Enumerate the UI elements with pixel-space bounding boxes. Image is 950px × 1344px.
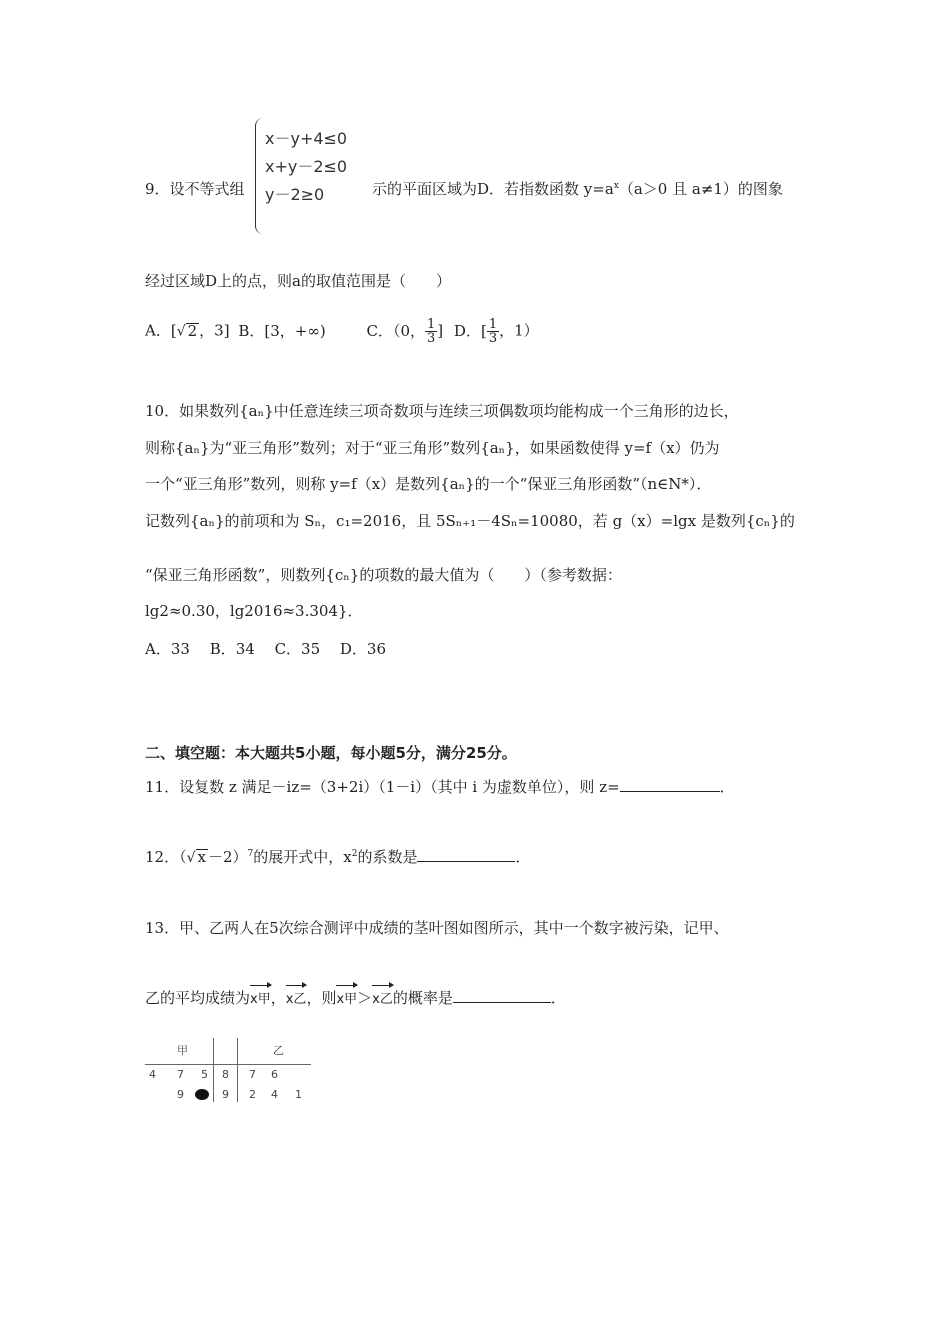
plot-stem-rule-right (237, 1038, 238, 1102)
mean-jia-vector-2: x甲 (336, 984, 357, 1007)
mean-yi-vector: x乙 (286, 984, 307, 1007)
q10-line1: 10．如果数列{aₙ}中任意连续三项奇数项与连续三项偶数项均能构成一个三角形的边长， (145, 402, 739, 420)
q11: 11．设复数 z 满足－iz=（3+2i）（1－i）（其中 i 为虚数单位），则 z= ． (145, 778, 735, 796)
section-title: 二、填空题：本大题共5小题，每小题5分，满分25分。 (145, 744, 517, 762)
option-b: B．[3，+∞) (238, 321, 326, 340)
leaf: 6 (271, 1068, 278, 1081)
stem-value: 9 (222, 1088, 229, 1101)
leaf: 7 (249, 1068, 256, 1081)
mean-jia-vector: x甲 (250, 984, 271, 1007)
plot-header-rule (145, 1064, 311, 1065)
leaf: 4 (149, 1068, 156, 1081)
ineq-2: x+y－2≤0 (265, 157, 348, 176)
stem-value: 8 (222, 1068, 229, 1081)
sqrt-x: x (197, 848, 206, 866)
answer-blank (620, 777, 720, 792)
brace-icon (255, 118, 264, 234)
option-d: D．[ (453, 321, 487, 340)
q10-line4: 记数列{aₙ}的前项和为 Sₙ，c₁=2016，且 5Sₙ₊₁－4Sₙ=10080，若 g（x）=lgx 是数列{cₙ}的 (145, 512, 795, 530)
answer-blank (453, 988, 551, 1003)
ineq-1: x－y+4≤0 (265, 129, 348, 148)
q9-prefix: 9．设不等式组 (145, 180, 245, 198)
sqrt-2: 2 (187, 321, 198, 340)
plot-head-yi: 乙 (273, 1044, 284, 1057)
leaf: 1 (295, 1088, 302, 1101)
q10-line5: “保亚三角形函数”，则数列{cₙ}的项数的最大值为（ ）（参考数据： (145, 566, 622, 584)
leaf: 7 (177, 1068, 184, 1081)
fraction-1-3: $\frac{1}{3}$ (427, 317, 436, 346)
leaf: 9 (177, 1088, 184, 1101)
q10-line3: 一个“亚三角形”数列，则称 y=f（x）是数列{aₙ}的一个“保亚三角形函数”（n∈N*）． (145, 475, 712, 493)
q9-line1 (145, 178, 245, 199)
inequality-system (255, 118, 355, 236)
stem-leaf-plot (145, 1036, 311, 1104)
q9-line2: 经过区域D上的点，则a的取值范围是（ ） (145, 272, 451, 290)
plot-head-jia: 甲 (177, 1044, 188, 1057)
mean-yi-vector-2: x乙 (372, 984, 393, 1007)
q12: 12．（√ x －2）$^7$的展开式中，$x^2$的系数是 ． (145, 848, 531, 866)
q10-line6: lg2≈0.30，lg2016≈3.304}． (145, 602, 363, 620)
q13-line1: 13．甲、乙两人在5次综合测评中成绩的茎叶图如图所示，其中一个数字被污染，记甲、 (145, 919, 729, 937)
q10-options: A．33 B．34 C．35 D．36 (145, 640, 387, 658)
q13-line2: 乙的平均成绩为x甲，x乙，则x甲＞x乙的概率是 ． (145, 984, 566, 1008)
ineq-3: y－2≥0 (265, 185, 325, 204)
fraction-1-3-d: $\frac{1}{3}$ (488, 317, 498, 346)
option-c: C．（0， (366, 321, 425, 340)
leaf: 2 (249, 1088, 256, 1101)
leaf: 5 (201, 1068, 208, 1081)
answer-blank (417, 847, 515, 862)
plot-stem-rule-left (213, 1038, 214, 1102)
q9-line1-rest: 示的平面区域为D．若指数函数 $y=a^x(a>0$ 且 a≠1）的图象 (372, 180, 783, 198)
leaf: 4 (271, 1088, 278, 1101)
smudged-digit-blot (195, 1089, 209, 1100)
q9-options: A．[√ 2 ，3] B．[3，+∞) C．（0， $\frac{1}{3}$ ] D．[ $\frac{1}{3}$ ，1） (145, 317, 539, 346)
q10-line2: 则称{aₙ}为“亚三角形”数列；对于“亚三角形”数列{aₙ}，如果函数使得 y=f（x）仍为 (145, 439, 720, 457)
